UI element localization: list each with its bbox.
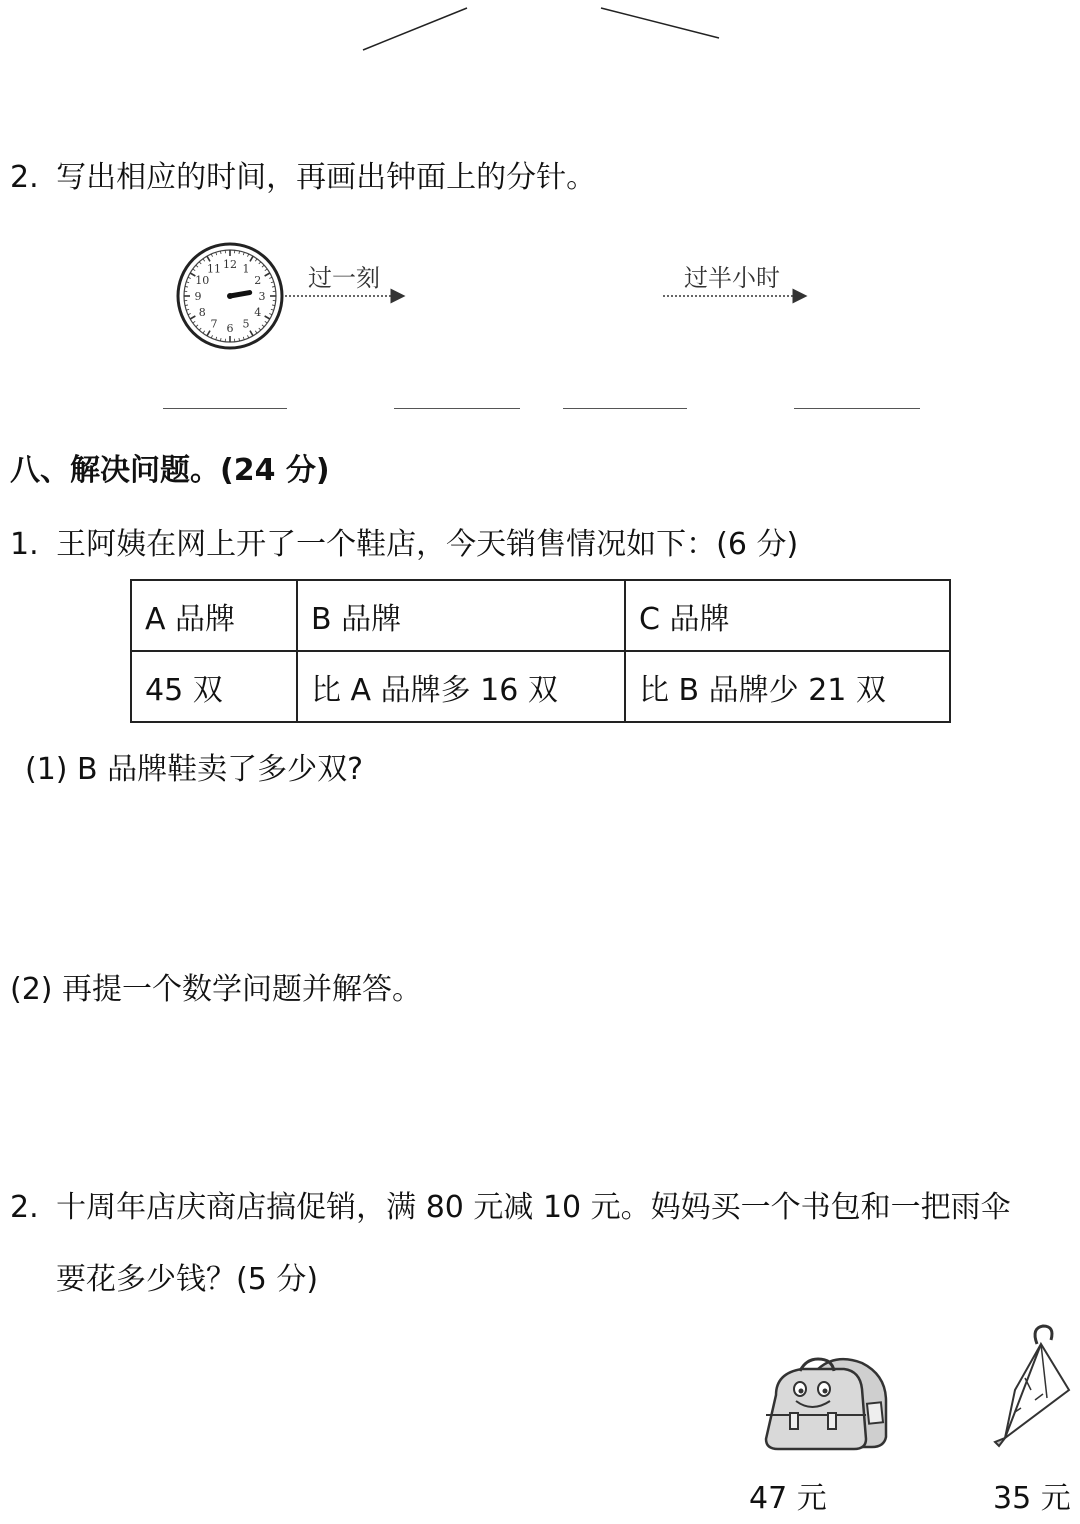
clock-number: 8 bbox=[198, 306, 206, 319]
clock-number: 9 bbox=[194, 290, 202, 303]
problem-text-line-1: 十周年店庆商店搞促销，满 80 元减 10 元。妈妈买一个书包和一把雨伞 bbox=[56, 1190, 1011, 1225]
answer-blank-1[interactable] bbox=[163, 408, 287, 409]
question-2 bbox=[10, 160, 596, 196]
clock-number: 11 bbox=[207, 262, 221, 276]
question-text: 写出相应的时间，再画出钟面上的分针。 bbox=[56, 160, 597, 195]
table-value-c: 比 B 品牌少 21 双 bbox=[625, 651, 950, 722]
clock-face[interactable] bbox=[178, 244, 282, 348]
problem-number: 1. bbox=[10, 527, 39, 562]
clock-center bbox=[227, 293, 233, 299]
table-header-c: C 品牌 bbox=[625, 580, 950, 651]
table-value-row bbox=[131, 651, 950, 722]
answer-blank-3[interactable] bbox=[563, 408, 687, 409]
answer-blank-4[interactable] bbox=[794, 408, 920, 409]
problem-1 bbox=[10, 527, 798, 563]
problem-number: 2. bbox=[10, 1190, 39, 1225]
arrow-label-1: 过一刻 bbox=[308, 264, 380, 292]
umbrella-price: 35 元 bbox=[993, 1481, 1071, 1516]
sub-question-2: (2) 再提一个数学问题并解答。 bbox=[10, 972, 423, 1007]
problem-text: 王阿姨在网上开了一个鞋店，今天销售情况如下：(6 分) bbox=[56, 527, 799, 562]
sales-table bbox=[130, 579, 951, 723]
sub-question-1: (1) B 品牌鞋卖了多少双? bbox=[25, 752, 364, 787]
question-number: 2. bbox=[10, 160, 39, 195]
clock-number: 5 bbox=[242, 317, 250, 331]
table-header-row bbox=[131, 580, 950, 651]
clock-number: 6 bbox=[226, 322, 234, 335]
clock-number: 3 bbox=[258, 290, 266, 303]
clock-number: 7 bbox=[210, 317, 218, 331]
clock-row bbox=[150, 230, 950, 370]
clock-number: 10 bbox=[195, 274, 210, 287]
section-8-title: 八、解决问题。(24 分) bbox=[10, 453, 330, 488]
table-header-b: B 品牌 bbox=[297, 580, 625, 651]
arrow-label-2: 过半小时 bbox=[684, 264, 780, 292]
clock-number: 4 bbox=[254, 306, 262, 319]
backpack-price: 47 元 bbox=[749, 1481, 827, 1516]
backpack-icon bbox=[758, 1355, 898, 1455]
previous-figure-lines bbox=[355, 0, 725, 55]
problem-2 bbox=[10, 1190, 1011, 1226]
clock-number: 2 bbox=[254, 274, 262, 287]
table-value-a: 45 双 bbox=[131, 651, 297, 722]
table-header-a: A 品牌 bbox=[131, 580, 297, 651]
clock-number: 1 bbox=[242, 262, 250, 276]
table-value-b: 比 A 品牌多 16 双 bbox=[297, 651, 625, 722]
answer-blank-2[interactable] bbox=[394, 408, 520, 409]
problem-2-line-2: 要花多少钱？(5 分) bbox=[56, 1262, 319, 1297]
umbrella-icon bbox=[985, 1320, 1080, 1460]
clock-number: 12 bbox=[223, 258, 237, 271]
